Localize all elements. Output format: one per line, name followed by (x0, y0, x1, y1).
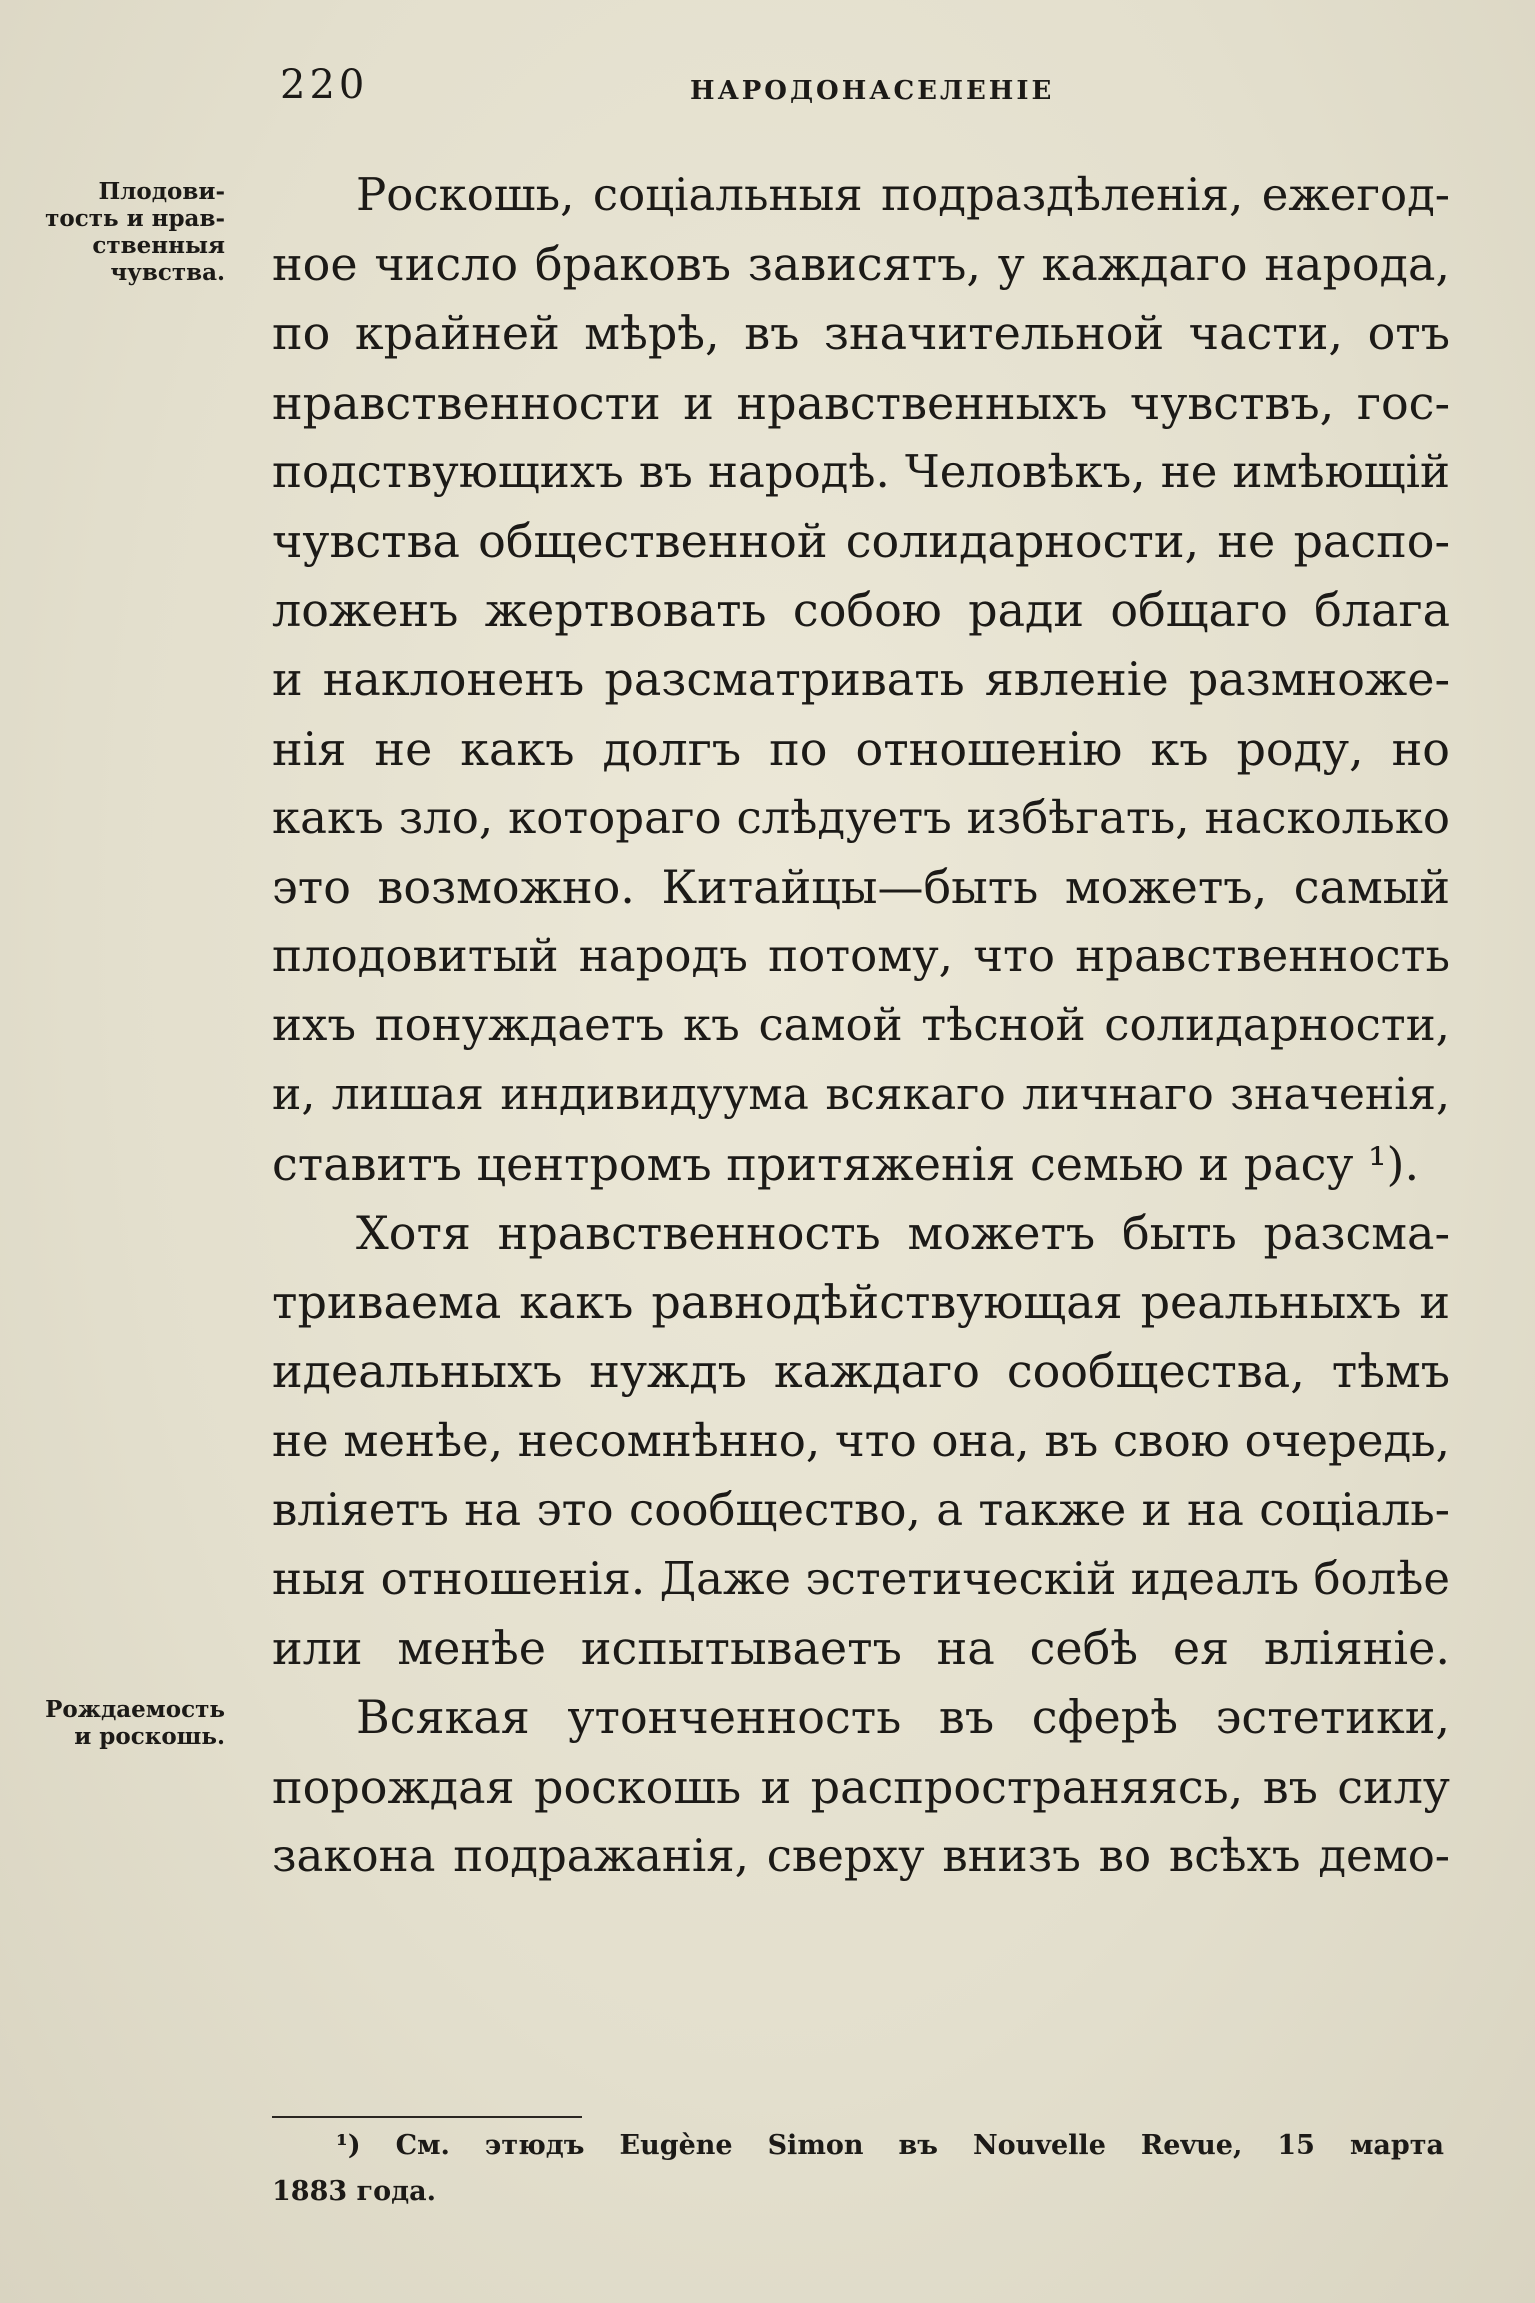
body-line: какъ зло, котораго слѣдуетъ избѣгать, насколько (272, 790, 1450, 844)
body-line: ложенъ жертвовать собою ради общаго блага (272, 583, 1450, 638)
body-line: нравственности и нравственныхъ чувствъ, гос- (272, 375, 1450, 430)
body-line: по крайней мѣрѣ, въ значительной части, отъ (272, 306, 1450, 361)
body-line: триваема какъ равнодѣйствующая реальныхъ и (272, 1275, 1450, 1330)
body-line: или менѣе испытываетъ на себѣ ея вліяніе. (272, 1621, 1450, 1676)
body-line: Хотя нравственность можетъ быть разсма- (356, 1206, 1450, 1260)
body-line: нія не какъ долгъ по отношенію къ роду, но (272, 721, 1450, 776)
body-line: не менѣе, несомнѣнно, что она, въ свою очередь, (272, 1413, 1450, 1467)
marginal-note-line: и роскошь. (74, 1723, 225, 1751)
body-line: вліяетъ на это сообщество, а также и на соціаль- (272, 1482, 1450, 1536)
footnote-line: 1883 года. (272, 2176, 436, 2207)
footnote-line: ¹) См. этюдъ Eugène Simon въ Nouvelle Revue, 15 марта (336, 2130, 1444, 2161)
footnote-rule (272, 2116, 582, 2118)
body-line: ное число браковъ зависятъ, у каждаго народа, (272, 237, 1450, 292)
marginal-note-fertility (10, 178, 225, 286)
body-line: порождая роскошь и распространяясь, въ силу (272, 1759, 1450, 1814)
marginal-note-line: ственныя (92, 232, 225, 259)
marginal-note-line: Рождаемость (45, 1696, 225, 1724)
marginal-note-line: Плодови- (98, 178, 225, 205)
body-line: ставитъ центромъ притяженія семью и расу ¹). (272, 1136, 1420, 1191)
running-head: НАРОДОНАСЕЛЕНІЕ (690, 76, 1055, 106)
body-line: ныя отношенія. Даже эстетическій идеалъ болѣе (272, 1552, 1450, 1605)
body-line: и, лишая индивидуума всякаго личнаго значенія, (272, 1068, 1450, 1120)
body-line: Роскошь, соціальныя подраздѣленія, ежегод- (356, 168, 1450, 221)
body-line: плодовитый народъ потому, что нравственность (272, 929, 1450, 983)
body-line: закона подражанія, сверху внизъ во всѣхъ демо- (272, 1828, 1450, 1882)
body-line: чувства общественной солидарности, не распо- (272, 514, 1450, 568)
body-line: ихъ понуждаетъ къ самой тѣсной солидарности, (272, 998, 1450, 1052)
marginal-note-line: чувства. (110, 259, 225, 286)
body-line: Всякая утонченность въ сферѣ эстетики, (356, 1690, 1450, 1745)
body-line: подствующихъ въ народѣ. Человѣкъ, не имѣющій (272, 444, 1450, 498)
body-line: идеальныхъ нуждъ каждаго сообщества, тѣмъ (272, 1344, 1450, 1399)
marginal-note-birthrate (10, 1696, 225, 1750)
marginal-note-line: тость и нрав- (45, 205, 225, 232)
body-line: это возможно. Китайцы—быть можетъ, самый (272, 860, 1450, 914)
body-line: и наклоненъ разсматривать явленіе размноже- (272, 652, 1450, 707)
page-number: 220 (280, 62, 369, 108)
